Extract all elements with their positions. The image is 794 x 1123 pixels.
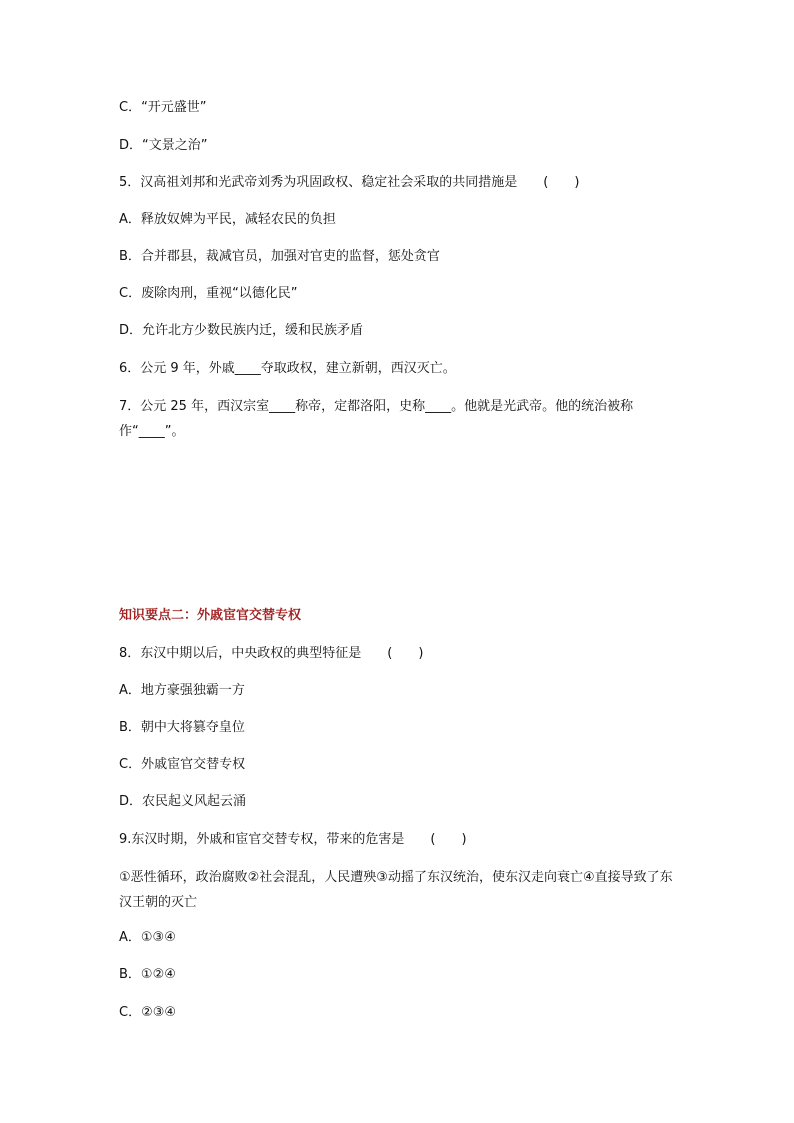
q9-option-a: A．①③④ — [119, 930, 176, 945]
question-8: 8．东汉中期以后，中央政权的典型特征是 ( ) — [119, 646, 424, 661]
q5-option-d: D．允许北方少数民族内迁，缓和民族矛盾 — [119, 323, 364, 338]
option-c-kaiyuan: C．“开元盛世” — [119, 100, 207, 115]
q5-option-a: A．释放奴婢为平民，减轻农民的负担 — [119, 212, 336, 227]
question-7: 7．公元 25 年，西汉宗室____称帝，定都洛阳，史称____。他就是光武帝。他的统治被称作“____”。 — [119, 399, 634, 439]
q8-option-b: B．朝中大将篡夺皇位 — [119, 720, 245, 735]
option-d-wenjing: D．“文景之治” — [119, 138, 208, 153]
question-5: 5．汉高祖刘邦和光武帝刘秀为巩固政权、稳定社会采取的共同措施是 ( ) — [119, 175, 580, 190]
q9-statements: ①恶性循环，政治腐败②社会混乱，人民遭殃③动摇了东汉统治，使东汉走向衰亡④直接导致了东汉王朝的灭亡 — [119, 870, 673, 910]
section-heading-2: 知识要点二：外戚宦官交替专权 — [119, 608, 302, 623]
q5-option-c: C．废除肉刑，重视“以德化民” — [119, 286, 298, 301]
q8-option-d: D．农民起义风起云涌 — [119, 794, 247, 809]
q9-option-b: B．①②④ — [119, 967, 176, 982]
q8-option-c: C．外戚宦官交替专权 — [119, 757, 246, 772]
question-9: 9.东汉时期，外戚和宦官交替专权，带来的危害是 ( ) — [119, 832, 467, 847]
q8-option-a: A．地方豪强独霸一方 — [119, 683, 245, 698]
q5-option-b: B．合并郡县，裁减官员，加强对官吏的监督，惩处贪官 — [119, 249, 440, 264]
q9-option-c: C．②③④ — [119, 1005, 177, 1020]
question-6: 6．公元 9 年，外戚____夺取政权，建立新朝，西汉灭亡。 — [119, 361, 456, 376]
